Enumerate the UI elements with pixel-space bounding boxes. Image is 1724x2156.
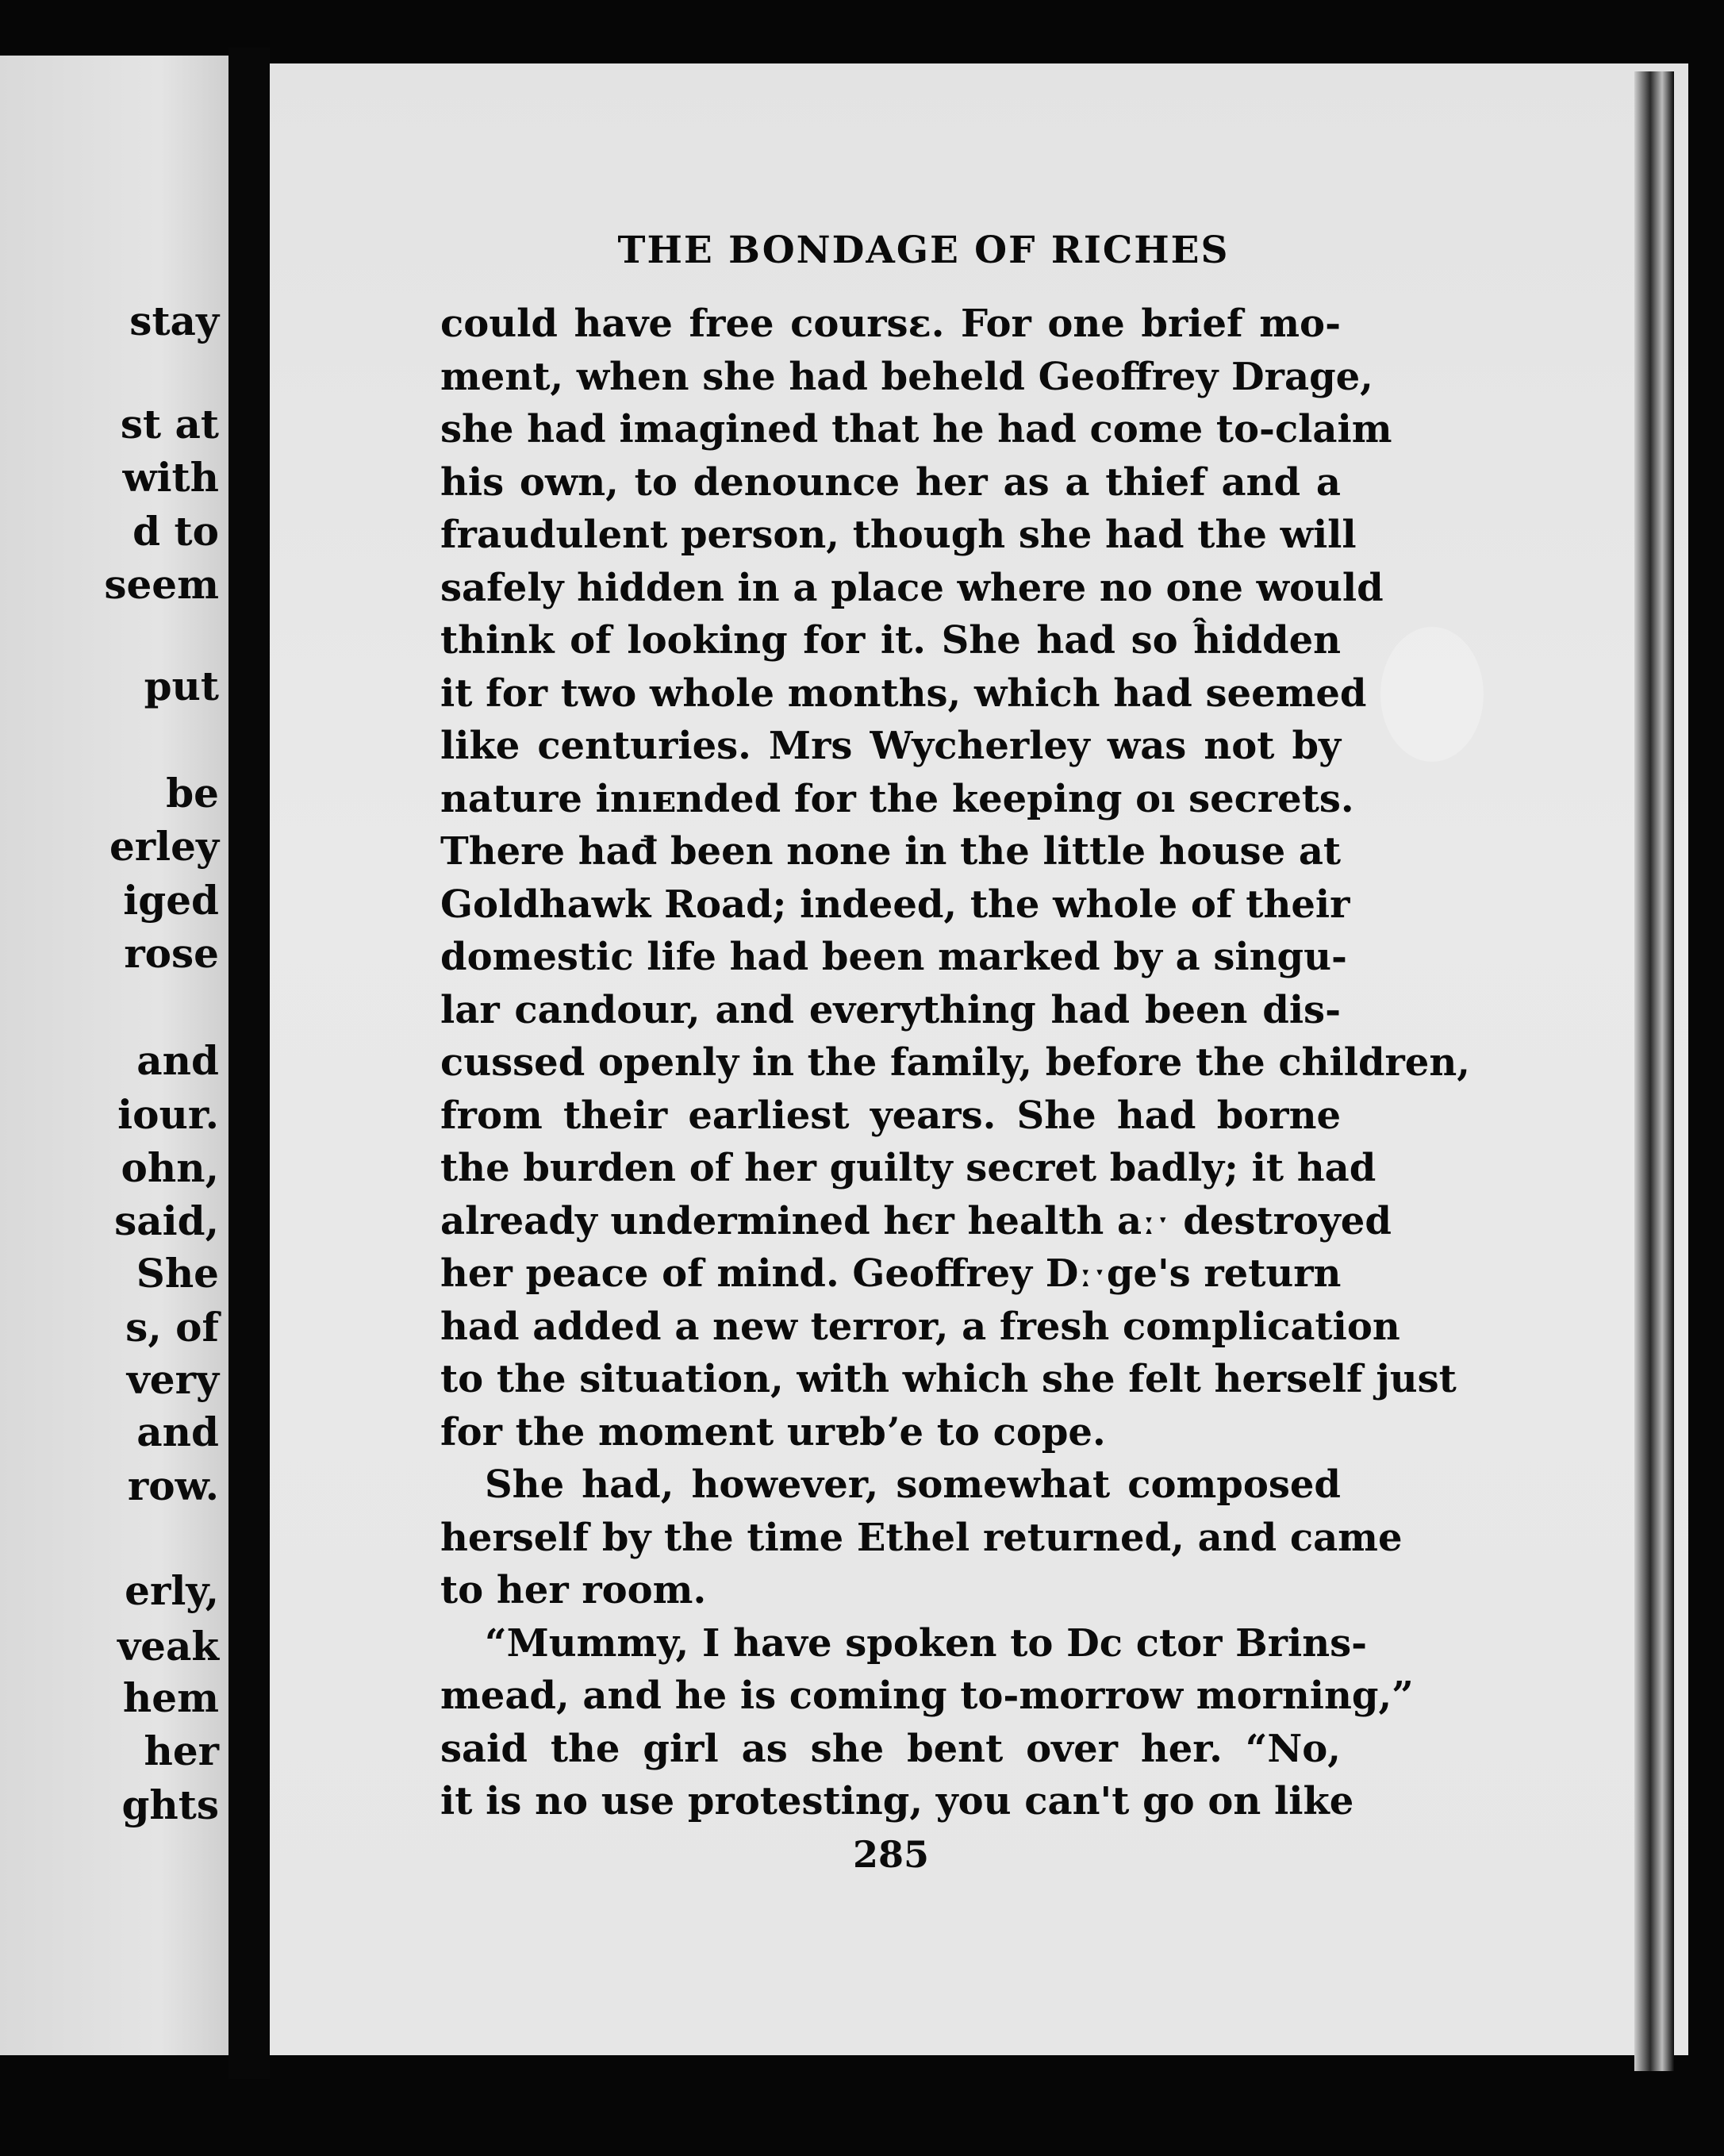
running-head: THE BONDAGE OF RICHES — [617, 229, 1230, 272]
left-page-fragment: be — [166, 770, 219, 817]
text-line: it is no use protesting, you can't go on like — [440, 1779, 1354, 1824]
text-line: mead, and he is coming to-morrow morning,” — [440, 1674, 1414, 1718]
text-line: She had, however, somewhat composed — [485, 1462, 1341, 1507]
left-page-fragment: put — [144, 663, 219, 709]
text-line: lar candour, and everything had been dis- — [440, 987, 1341, 1032]
body-text — [440, 298, 1470, 1828]
left-page-fragment: She — [136, 1250, 219, 1297]
left-page-fragment: iour. — [117, 1091, 219, 1138]
left-page-fragment: ohn, — [121, 1144, 219, 1191]
text-line: for the moment urɐbʼe to cope. — [440, 1409, 1106, 1455]
left-page — [0, 56, 228, 2055]
left-page-fragment: seem — [104, 561, 219, 608]
text-line: Goldhawk Road; indeed, the whole of their — [440, 882, 1350, 927]
text-line: to her room. — [440, 1568, 707, 1612]
text-line: it for two whole months, which had seemed — [440, 671, 1367, 716]
page-edge — [1634, 71, 1674, 2071]
left-page-fragment: very — [126, 1356, 219, 1403]
text-line: domestic life had been marked by a singu- — [440, 935, 1347, 979]
text-line: cussed openly in the family, before the children, — [440, 1040, 1470, 1085]
left-page-fragment: her — [144, 1727, 219, 1774]
paper-blemish — [1380, 627, 1484, 762]
text-line: his own, to denounce her as a thief and a — [440, 459, 1341, 505]
text-line: “Mummy, I have spoken to Dc ctor Brins- — [485, 1620, 1368, 1666]
text-line: had added a new terror, a fresh complication — [440, 1304, 1400, 1349]
text-line: already undermined hєr health aːˑ destroyed — [440, 1198, 1392, 1243]
left-page-fragment: said, — [114, 1197, 219, 1244]
left-page-fragment: row. — [127, 1462, 219, 1509]
left-page-fragment: erley — [109, 823, 219, 870]
left-page-fragment: and — [136, 1037, 219, 1084]
left-page-fragment: ghts — [121, 1781, 219, 1828]
text-line: could have free coursɛ. For one brief mo- — [440, 302, 1341, 346]
text-line: the burden of her guilty secret badly; it had — [440, 1146, 1377, 1190]
text-line: safely hidden in a place where no one would — [440, 565, 1384, 610]
text-line: think of looking for it. She had so ĥidden — [440, 618, 1341, 663]
left-page-fragment: with — [122, 454, 219, 501]
left-page-fragment: iged — [123, 877, 219, 924]
book-gutter — [228, 48, 270, 2079]
left-page-fragment: s, of — [125, 1304, 219, 1351]
left-page-fragment: veak — [117, 1623, 219, 1670]
left-page-fragment: st at — [120, 401, 219, 448]
left-page-fragment: d to — [132, 508, 219, 555]
page-number: 285 — [853, 1833, 930, 1876]
text-line: nature inıᴇnded for the keeping oı secrets. — [440, 776, 1354, 821]
text-line: to the situation, with which ѕhe felt herself just — [440, 1357, 1457, 1401]
text-line: her peace of mind. Geoffrey Dːˑge's return — [440, 1251, 1342, 1296]
text-line: she had imagined that he had come to-claim — [440, 407, 1392, 452]
left-page-fragment: rose — [124, 930, 219, 977]
text-line: herself by the time Ethel returned, and came — [440, 1515, 1403, 1560]
text-line: fraudulent person, though she had the will — [440, 513, 1357, 557]
text-line: like centuries. Mrs Wycherley was not by — [440, 724, 1341, 768]
text-line: said the girl as she bent over her. “No, — [440, 1726, 1341, 1771]
text-line: ment, when she had beheld Geoffrey Drage, — [440, 354, 1373, 399]
text-line: There hađ been none in the little house at — [440, 829, 1342, 874]
left-page-fragment: erly, — [125, 1567, 219, 1614]
left-page-fragment: and — [136, 1409, 219, 1455]
left-page-fragment: hem — [122, 1674, 219, 1721]
left-page-fragment: stay — [129, 298, 219, 344]
text-line: from their earliest years. She had borne — [440, 1093, 1341, 1138]
